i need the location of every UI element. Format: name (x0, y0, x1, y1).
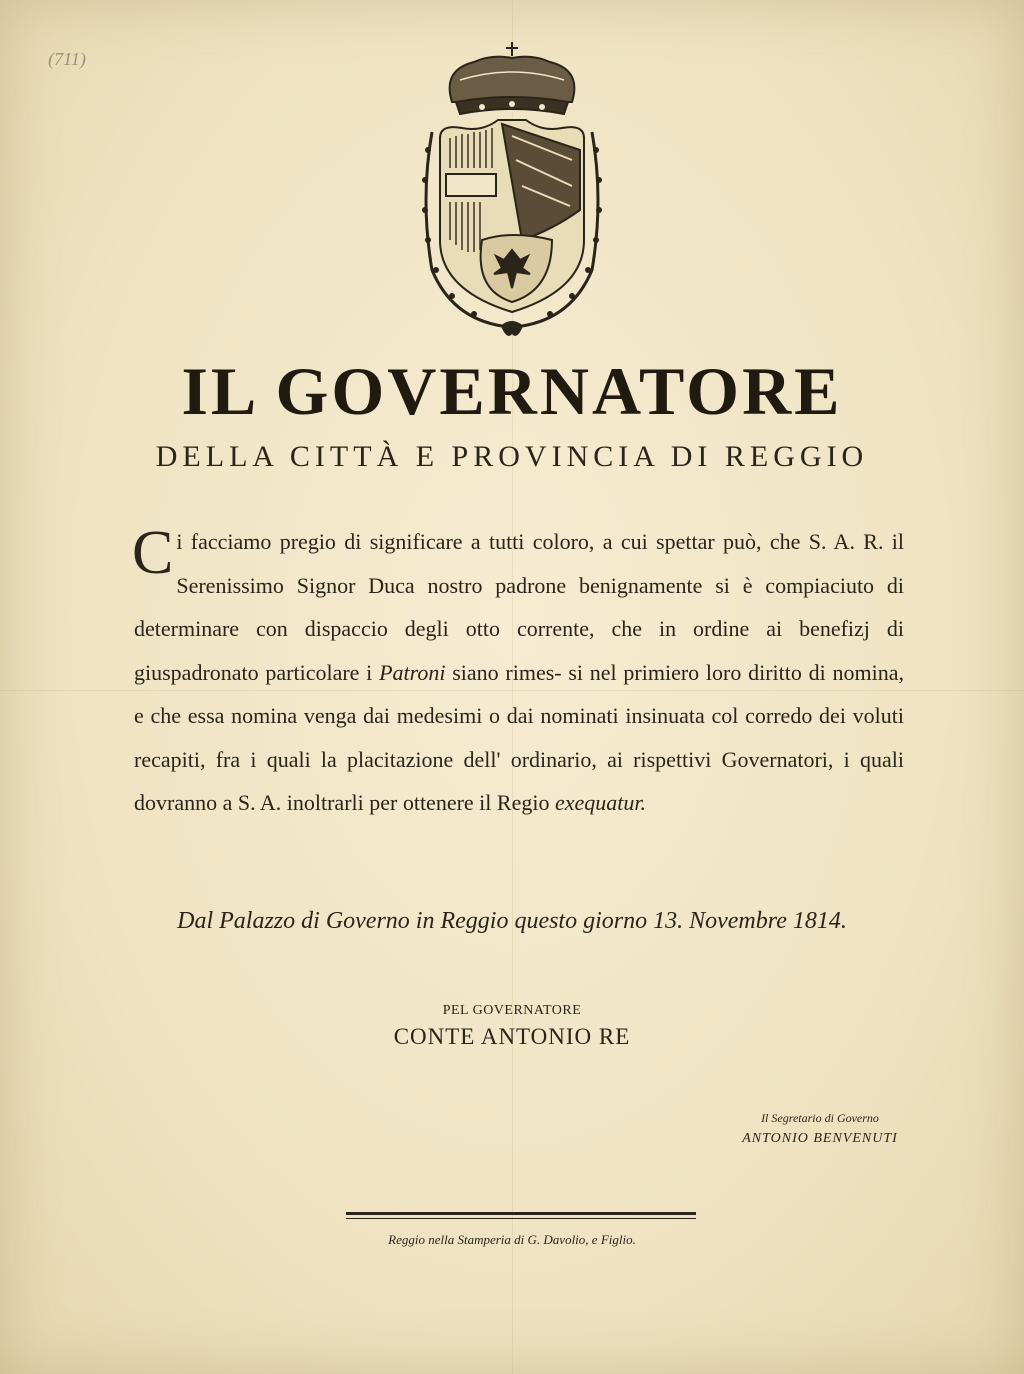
secretary-name: ANTONIO BENVENUTI (742, 1131, 898, 1146)
body-line: che S. A. R. il Serenissimo Signor Duca nostro padrone benignamente (176, 529, 904, 598)
body-line: si è compiaciuto di determinare con dispaccio degli otto corrente, che (134, 572, 904, 641)
body-line: medesimi o dai nominati insinuata col corredo dei voluti recapiti, fra i (134, 703, 905, 772)
body-line-italic: exequatur. (554, 790, 646, 815)
signatory-name: CONTE ANTONIO RE (393, 1024, 631, 1049)
body-line: in ordine ai benefizj di giuspadronato particolare i (134, 616, 904, 685)
page-title: IL GOVERNATORE (181, 353, 843, 429)
proclamation-body (134, 520, 904, 825)
page-subtitle: DELLA CITTÀ E PROVINCIA DI REGGIO (155, 440, 869, 473)
drop-cap: C (132, 519, 174, 587)
body-line: siano rimes- (452, 659, 562, 685)
body-line: i facciamo pregio di significare a tutti coloro, a cui spettar può, (176, 529, 762, 554)
date-line: Dal Palazzo di Governo in Reggio questo giorno 13. Novembre 1814. (177, 908, 847, 934)
divider-rule-thick (346, 1212, 696, 1215)
body-line: quali la placitazione dell' ordinario, ai rispettivi Governatori, i quali (266, 746, 904, 772)
coat-of-arms-icon (412, 40, 612, 340)
body-line: si nel primiero loro diritto di nomina, e che essa nomina venga dai (134, 659, 904, 728)
signature-preface: PEL GOVERNATORE (442, 1003, 582, 1018)
archive-mark: (711) (48, 49, 86, 69)
secretary-role: Il Segretario di Governo (761, 1111, 879, 1125)
printer-imprint: Reggio nella Stamperia di G. Davolio, e Figlio. (388, 1232, 636, 1247)
body-line: dovranno a S. A. inoltrarli per ottenere il Regio (134, 790, 550, 815)
divider-rule-thin (346, 1218, 696, 1219)
body-line-italic: Patroni (379, 659, 446, 685)
